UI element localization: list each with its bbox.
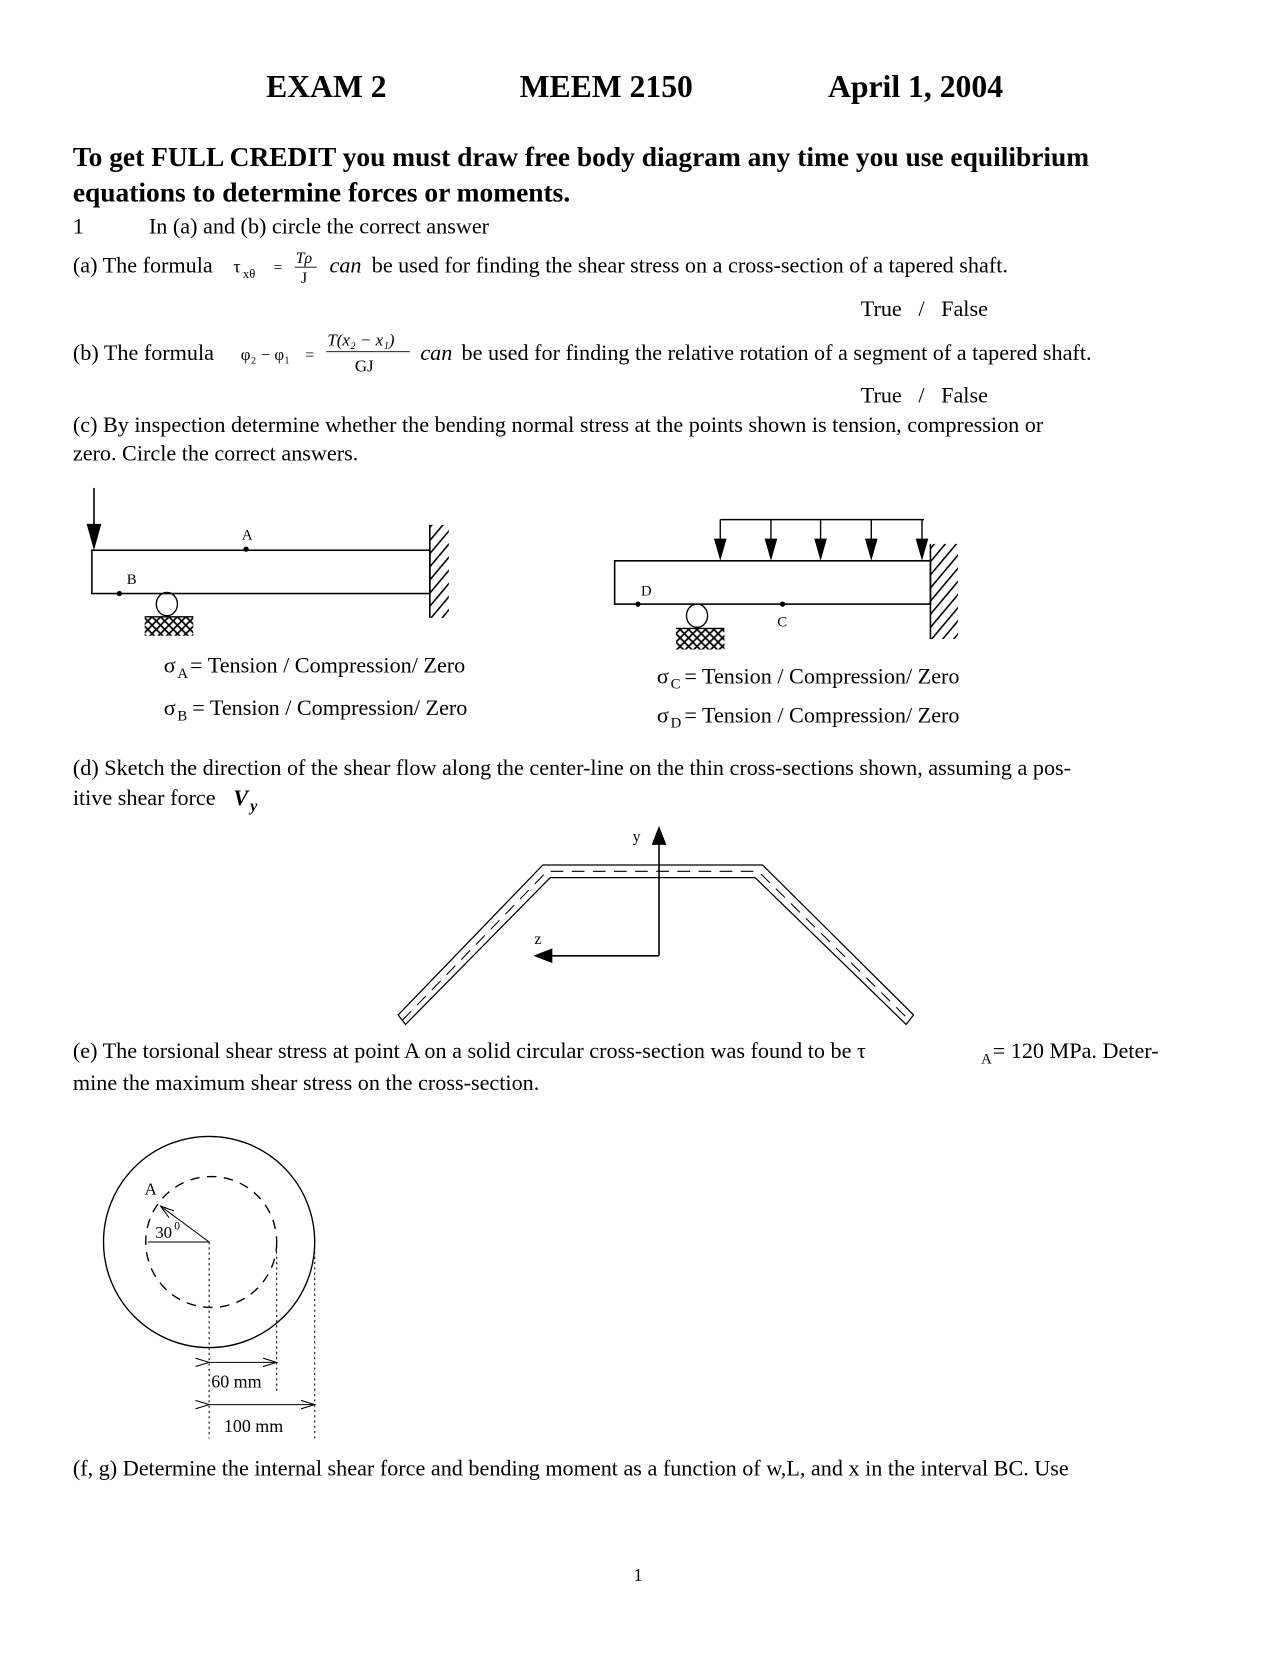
exam-date: April 1, 2004 [827,69,1004,105]
formula-phi: φ₂ − φ₁ [240,345,290,365]
part-e-line2: mine the maximum shear stress on the cross-section. [72,1069,540,1095]
formula-eq: = [305,347,315,365]
point-c-label: C [777,614,788,631]
shear-force-v: V [233,784,249,810]
part-a [73,250,1008,321]
answer-sigma-c[interactable] [657,663,960,692]
roller-support-icon [686,604,707,627]
sigma-subscript: D [670,715,682,732]
instructions-line1: To get FULL CREDIT you must draw free body diagram any time you use equilibrium [72,141,1090,172]
exam-title: EXAM 2 [266,69,387,105]
part-b-rest: be used for finding the relative rotation of a segment of a tapered shaft. [461,340,1092,366]
formula-tau-sub: xθ [242,266,256,281]
question-intro: In (a) and (b) circle the correct answer [148,213,490,239]
formula-num: Tρ [295,249,313,267]
angle-degree: 0 [174,1219,181,1233]
axis-y-label: y [632,828,641,846]
sigma-subscript: A [177,666,189,683]
can-word: can [420,340,453,366]
part-b-prefix: (b) The formula [72,340,214,366]
part-c-line2: zero. Circle the correct answers. [72,440,359,466]
sigma-subscript: C [670,676,681,693]
thin-cross-section-diagram [398,826,913,1025]
part-e-line1-pre: (e) The torsional shear stress at point A on a solid circular cross-section was found to be τ [72,1038,866,1064]
true-false-choice-a[interactable]: True / False [860,295,988,321]
true-false-choice-b[interactable]: True / False [860,382,988,408]
fixed-wall-icon [430,525,449,618]
point-b-label: B [126,572,137,589]
dim-60mm: 60 mm [211,1371,262,1392]
formula-eq: = [273,259,283,277]
page-number: 1 [633,1565,643,1586]
can-word: can [329,252,362,278]
point-a-label: A [144,1179,157,1199]
answer-choices[interactable]: = Tension / Compression/ Zero [192,694,468,720]
fixed-wall-icon [930,544,957,639]
answer-choices[interactable]: = Tension / Compression/ Zero [684,702,960,728]
part-e-line1-post: = 120 MPa. Deter- [992,1038,1159,1064]
part-d-line2: itive shear force [72,784,216,810]
answer-sigma-a[interactable] [164,653,466,682]
sigma-symbol: σ [656,702,669,728]
sigma-symbol: σ [656,663,669,689]
formula-den: J [300,270,308,288]
point-d-label: D [641,583,652,600]
z-axis-arrow-icon [533,948,552,963]
axis-z-label: z [534,931,542,949]
answer-sigma-d[interactable] [657,702,960,731]
answer-sigma-b[interactable] [164,695,468,724]
instructions-line2: equations to determine forces or moments. [72,177,571,208]
distributed-load-arrows-icon [714,520,928,561]
course-code: MEEM 2150 [519,69,693,105]
question-number: 1 [72,213,84,239]
formula-den: GJ [354,356,374,376]
part-a-rest: be used for finding the shear stress on a cross-section of a tapered shaft. [371,252,1008,278]
y-axis-arrow-icon [652,826,667,845]
part-e-text [73,1038,1159,1095]
beam-diagram-2 [615,520,958,650]
formula-tau: τ [233,256,241,277]
part-b [73,330,1092,407]
part-d-line1: (d) Sketch the direction of the shear flow along the center-line on the thin cross-sections shown, assuming a pos- [72,755,1072,781]
point-a-label: A [241,527,253,544]
answer-choices[interactable]: = Tension / Compression/ Zero [190,652,466,678]
answer-choices[interactable]: = Tension / Compression/ Zero [684,663,960,689]
part-c-line1: (c) By inspection determine whether the bending normal stress at the points shown is tension, compression or [72,411,1044,437]
angle-label: 30 [155,1222,173,1242]
sigma-subscript: B [177,708,188,725]
shear-force-v-sub: y [250,798,258,816]
circular-section-diagram [103,1136,314,1438]
beam-diagram-1 [87,488,449,636]
formula-num: T(x₂ − x₁) [327,330,395,350]
part-a-prefix: (a) The formula [72,252,213,278]
dim-100mm: 100 mm [223,1416,284,1437]
sigma-symbol: σ [163,694,176,720]
roller-support-icon [156,592,177,615]
point-load-arrow-icon [87,524,102,550]
part-fg-line1: (f, g) Determine the internal shear force and bending moment as a function of w,L, and x in the interval BC. Use [72,1455,1069,1481]
tau-subscript: A [981,1051,992,1068]
sigma-symbol: σ [163,652,176,678]
